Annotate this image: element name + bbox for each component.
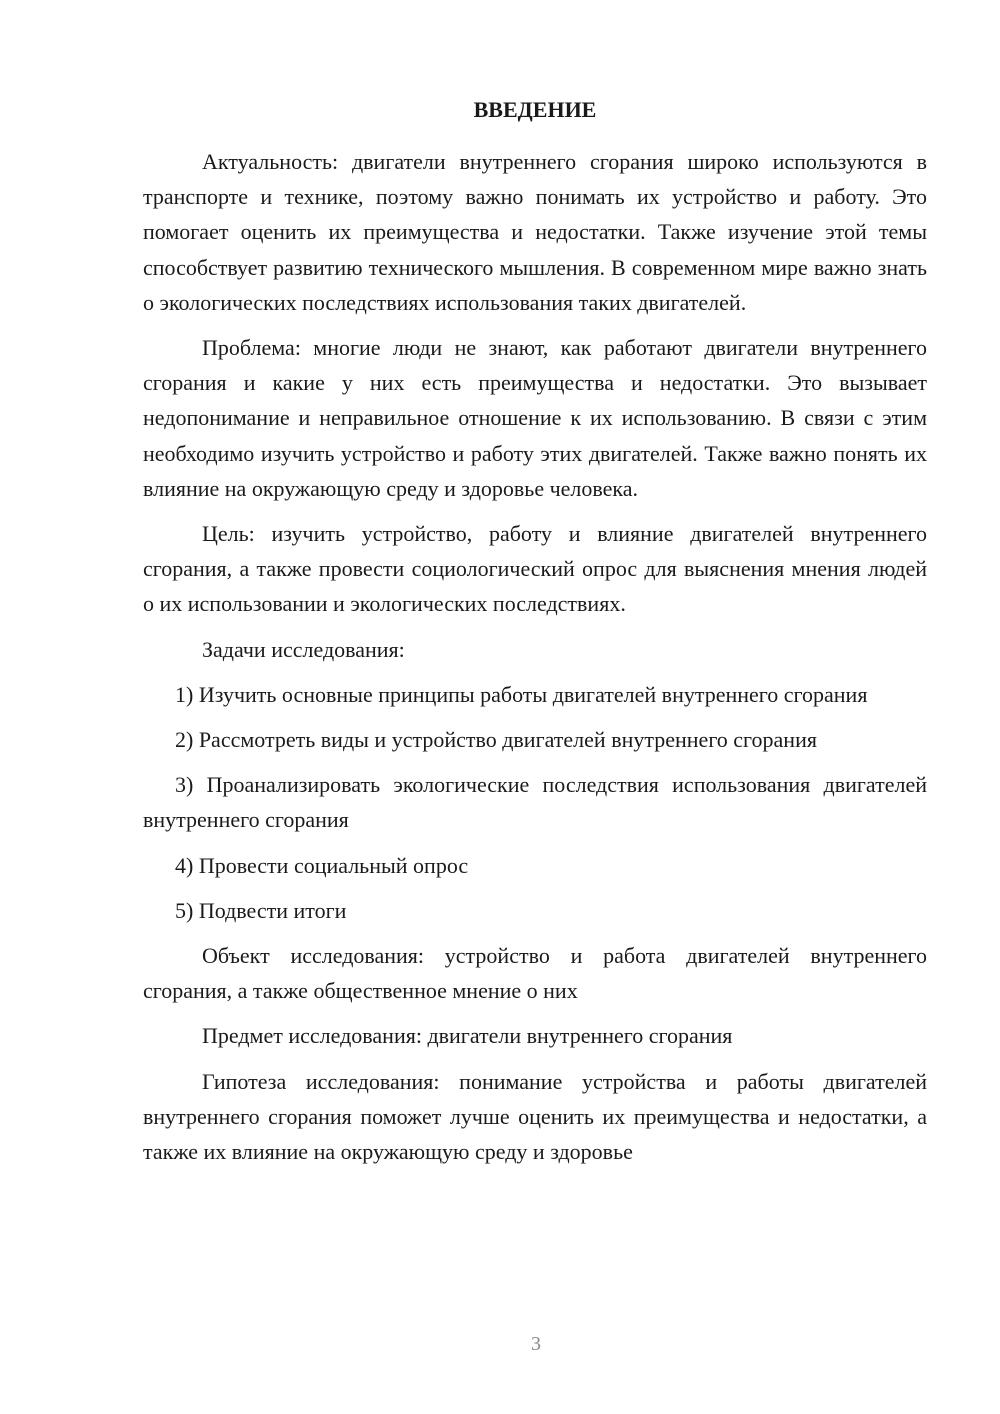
- hypothesis-paragraph: Гипотеза исследования: понимание устройства и работы двигателей внутреннего сгорания поможет лучше оценить их преимущества и недостатки, а также их влияние на окружающую среду и здоровье: [143, 1068, 927, 1165]
- problem-paragraph: Проблема: многие люди не знают, как работают двигатели внутреннего сгорания и какие у них есть преимущества и недостатки. Это вызывает недопонимание и неправильное отношение к их использованию. В связи с этим необходимо изучить устройство и работу этих двигателей. Также важно понять их влияние на окружающую среду и здоровье человека.: [143, 335, 927, 501]
- document-page: [143, 92, 927, 1179]
- task-item-3: 3) Проанализировать экологические последствия использования двигателей внутреннего сгорания: [143, 772, 927, 833]
- object-paragraph: Объект исследования: устройство и работа двигателей внутреннего сгорания, а также общественное мнение о них: [143, 943, 927, 1004]
- tasks-heading: Задачи исследования:: [202, 636, 405, 662]
- page-number: 3: [531, 1333, 541, 1355]
- relevance-paragraph: Актуальность: двигатели внутреннего сгорания широко используются в транспорте и технике, поэтому важно понимать их устройство и работу. Это помогает оценить их преимущества и недостатки. Также изучение этой темы способствует развитию технического мышления. В современном мире важно знать о экологических последствиях использования таких двигателей.: [143, 149, 927, 315]
- task-item-4: 4) Провести социальный опрос: [175, 852, 469, 878]
- task-item-5: 5) Подвести итоги: [175, 897, 347, 923]
- task-item-1: 1) Изучить основные принципы работы двигателей внутреннего сгорания: [175, 681, 868, 707]
- page-title: ВВЕДЕНИЕ: [473, 97, 597, 122]
- task-item-2: 2) Рассмотреть виды и устройство двигателей внутреннего сгорания: [175, 727, 817, 753]
- subject-paragraph: Предмет исследования: двигатели внутреннего сгорания: [202, 1023, 733, 1049]
- goal-paragraph: Цель: изучить устройство, работу и влияние двигателей внутреннего сгорания, а также провести социологический опрос для выяснения мнения людей о их использовании и экологических последствиях.: [143, 521, 927, 617]
